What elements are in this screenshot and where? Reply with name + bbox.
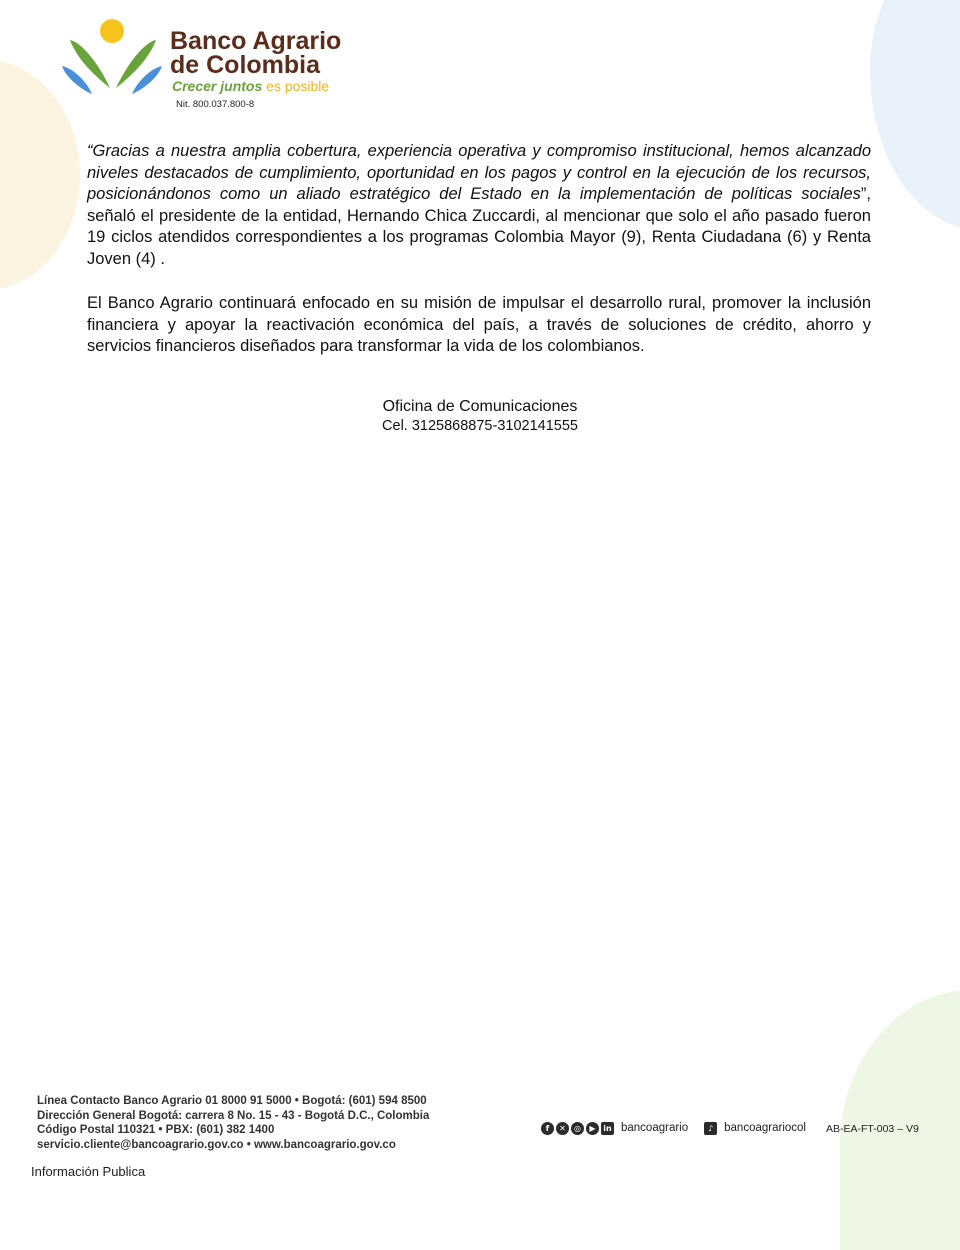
- brand-name-line-2: de Colombia: [170, 51, 321, 79]
- footer-line-web: servicio.cliente@bancoagrario.gov.co • www.bancoagrario.gov.co: [37, 1138, 396, 1151]
- information-classification: Información Publica: [31, 1164, 146, 1179]
- bank-logo-icon: [60, 18, 164, 98]
- paragraph-mission: El Banco Agrario continuará enfocado en su misión de impulsar el desarrollo rural, promover la inclusión financiera y apoyar la reactivación económica del país, a través de soluciones de crédito, ahorro y servicios financieros diseñados para transformar la vida de los colombianos.: [87, 294, 871, 356]
- tiktok-handle[interactable]: bancoagrariocol: [724, 1122, 806, 1134]
- footer-line-address: Dirección General Bogotá: carrera 8 No. 15 - 43 - Bogotá D.C., Colombia: [37, 1109, 430, 1122]
- document-code: AB-EA-FT-003 – V9: [826, 1123, 919, 1135]
- x-icon[interactable]: ✕: [556, 1122, 569, 1135]
- brand-name-line-1: Banco Agrario: [170, 27, 342, 55]
- youtube-icon[interactable]: ▶: [586, 1122, 599, 1135]
- footer-line-phone: Línea Contacto Banco Agrario 01 8000 91 5000 • Bogotá: (601) 594 8500: [37, 1095, 427, 1107]
- linkedin-icon[interactable]: in: [601, 1122, 614, 1135]
- signature-phone: Cel. 3125868875-3102141555: [382, 418, 578, 434]
- signature-office: Oficina de Comunicaciones: [382, 398, 578, 415]
- footer-line-postal: Código Postal 110321 • PBX: (601) 382 1400: [37, 1124, 275, 1136]
- slogan-part-2: es posible: [262, 78, 330, 94]
- slogan: [172, 78, 329, 94]
- quote-text: “Gracias a nuestra amplia cobertura, experiencia operativa y compromiso institucional, hemos alcanzado niveles destacados de cumplimiento, oportunidad en los pagos y control en la ejecución de los recursos, posicionándonos como un aliado estratégico del Estado en la implementación de políticas sociales: [87, 142, 871, 204]
- facebook-icon[interactable]: f: [541, 1122, 554, 1135]
- social-links: [541, 1119, 806, 1137]
- nit-number: Nit. 800.037.800-8: [176, 99, 255, 110]
- paragraph-quote: [87, 141, 871, 271]
- decorative-shape-top-right: [870, 0, 960, 230]
- slogan-part-1: Crecer juntos: [172, 78, 263, 94]
- footer-contact-info: [37, 1094, 429, 1152]
- decorative-shape-bottom-right: [840, 990, 960, 1250]
- quote-attribution: ”, señaló el presidente de la entidad, Hernando Chica Zuccardi, al mencionar que solo el año pasado fueron 19 ciclos atendidos correspondientes a los programas Colombia Mayor (9), Renta Ciudadana (6) y Renta Joven (4) .: [87, 185, 871, 268]
- bank-logo: [60, 18, 350, 114]
- tiktok-icon[interactable]: ♪: [704, 1122, 717, 1135]
- instagram-icon[interactable]: ◎: [571, 1122, 584, 1135]
- social-handle[interactable]: bancoagrario: [621, 1122, 689, 1134]
